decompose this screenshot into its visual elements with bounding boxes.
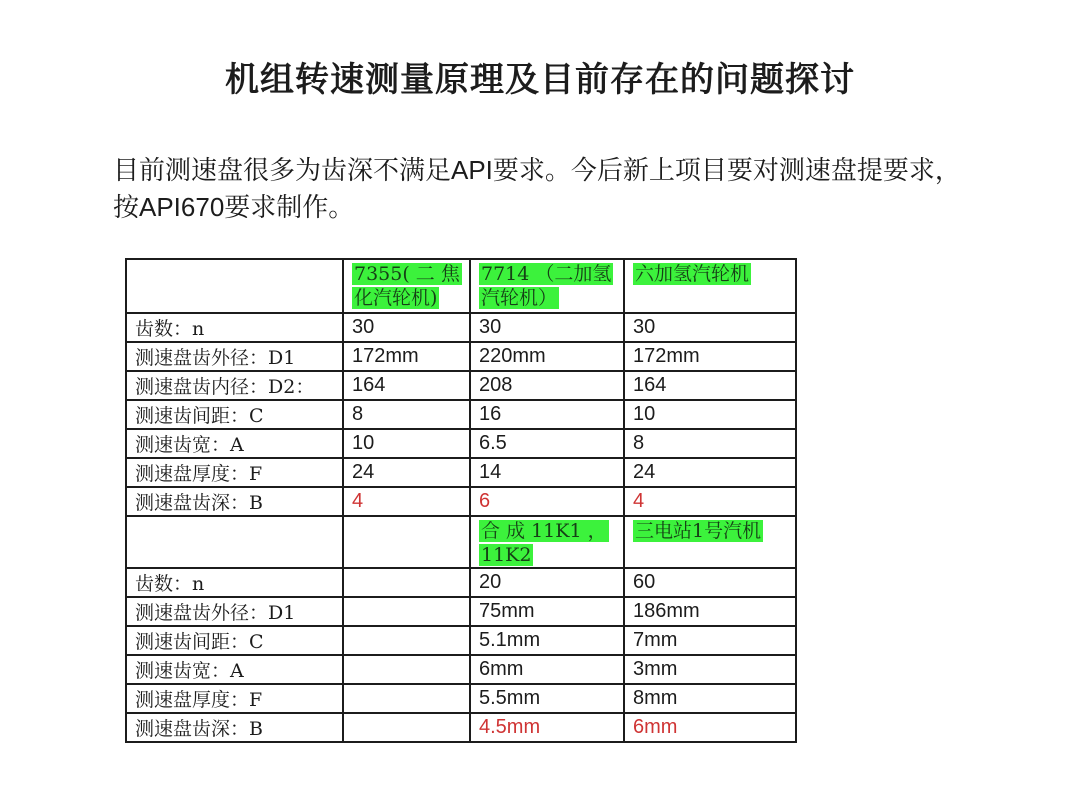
value-cell-red: 4 [624, 487, 796, 516]
speed-disc-spec-table [125, 258, 797, 743]
value-cell: 60 [624, 568, 796, 597]
value-cell: 16 [470, 400, 624, 429]
value-cell-empty [343, 568, 470, 597]
table-row [126, 458, 796, 487]
table-row [126, 371, 796, 400]
slide-title: 机组转速测量原理及目前存在的问题探讨 [225, 60, 855, 100]
highlighted-header-text: 合 成 11K1 ， [481, 520, 607, 542]
row-label: 测速盘齿深：B [126, 713, 343, 742]
value-cell-empty [343, 626, 470, 655]
table-row [126, 400, 796, 429]
value-cell: 20 [470, 568, 624, 597]
value-cell-red: 6mm [624, 713, 796, 742]
value-cell: 30 [624, 313, 796, 342]
table-row [126, 655, 796, 684]
value-cell-red: 4 [343, 487, 470, 516]
table-row [126, 597, 796, 626]
table-row [126, 568, 796, 597]
highlighted-header-text: 11K2 [481, 544, 532, 566]
value-cell: 3mm [624, 655, 796, 684]
value-cell: 164 [624, 371, 796, 400]
table-header-row-1 [126, 259, 796, 313]
value-cell: 8mm [624, 684, 796, 713]
value-cell: 6mm [470, 655, 624, 684]
table-row [126, 342, 796, 371]
row-label: 测速齿间距：C [126, 626, 343, 655]
value-cell: 24 [343, 458, 470, 487]
value-cell: 14 [470, 458, 624, 487]
table-row [126, 429, 796, 458]
row-label: 测速盘厚度：F [126, 684, 343, 713]
value-cell: 10 [343, 429, 470, 458]
value-cell: 8 [624, 429, 796, 458]
header-cell-empty [126, 259, 343, 313]
value-cell-empty [343, 684, 470, 713]
row-label: 测速盘厚度：F [126, 458, 343, 487]
header-cell-empty [343, 516, 470, 568]
value-cell-red: 6 [470, 487, 624, 516]
value-cell: 8 [343, 400, 470, 429]
highlighted-header-text: 六加氢汽轮机 [635, 263, 750, 285]
value-cell: 7mm [624, 626, 796, 655]
value-cell: 208 [470, 371, 624, 400]
value-cell-empty [343, 713, 470, 742]
row-label: 测速盘齿外径：D1 [126, 597, 343, 626]
value-cell: 30 [470, 313, 624, 342]
table-row [126, 487, 796, 516]
highlighted-header-text: 三电站1号汽机 [635, 520, 762, 542]
row-label: 测速齿宽：A [126, 655, 343, 684]
table-row [126, 313, 796, 342]
row-label: 测速齿间距：C [126, 400, 343, 429]
header-cell-unit-liujiaqing [624, 259, 796, 313]
value-cell: 30 [343, 313, 470, 342]
value-cell: 24 [624, 458, 796, 487]
value-cell-red: 4.5mm [470, 713, 624, 742]
header-cell-unit-hecheng [470, 516, 624, 568]
highlighted-header-text: 7714 （二加氢 [481, 263, 612, 285]
row-label: 齿数：n [126, 568, 343, 597]
header-cell-empty [126, 516, 343, 568]
row-label: 齿数：n [126, 313, 343, 342]
value-cell: 220mm [470, 342, 624, 371]
value-cell: 172mm [624, 342, 796, 371]
value-cell: 6.5 [470, 429, 624, 458]
highlighted-header-text: 汽轮机） [481, 287, 558, 309]
row-label: 测速齿宽：A [126, 429, 343, 458]
paragraph-line: 按API670要求制作。 [113, 192, 355, 222]
header-cell-unit-sandianzhan [624, 516, 796, 568]
paragraph-line: 目前测速盘很多为齿深不满足API要求。今后新上项目要对测速盘提要求， [113, 155, 961, 185]
table-row [126, 626, 796, 655]
value-cell: 172mm [343, 342, 470, 371]
value-cell: 5.5mm [470, 684, 624, 713]
table-row [126, 684, 796, 713]
table-row [126, 713, 796, 742]
value-cell: 75mm [470, 597, 624, 626]
row-label: 测速盘齿深：B [126, 487, 343, 516]
row-label: 测速盘齿外径：D1 [126, 342, 343, 371]
table-header-row-2 [126, 516, 796, 568]
row-label: 测速盘齿内径：D2： [126, 371, 343, 400]
value-cell: 5.1mm [470, 626, 624, 655]
intro-paragraph [113, 152, 993, 226]
value-cell: 10 [624, 400, 796, 429]
value-cell: 186mm [624, 597, 796, 626]
value-cell-empty [343, 597, 470, 626]
highlighted-header-text: 7355( 二 焦 [354, 263, 460, 285]
highlighted-header-text: 化汽轮机) [354, 287, 438, 309]
header-cell-unit-7714 [470, 259, 624, 313]
value-cell-empty [343, 655, 470, 684]
header-cell-unit-7355 [343, 259, 470, 313]
value-cell: 164 [343, 371, 470, 400]
